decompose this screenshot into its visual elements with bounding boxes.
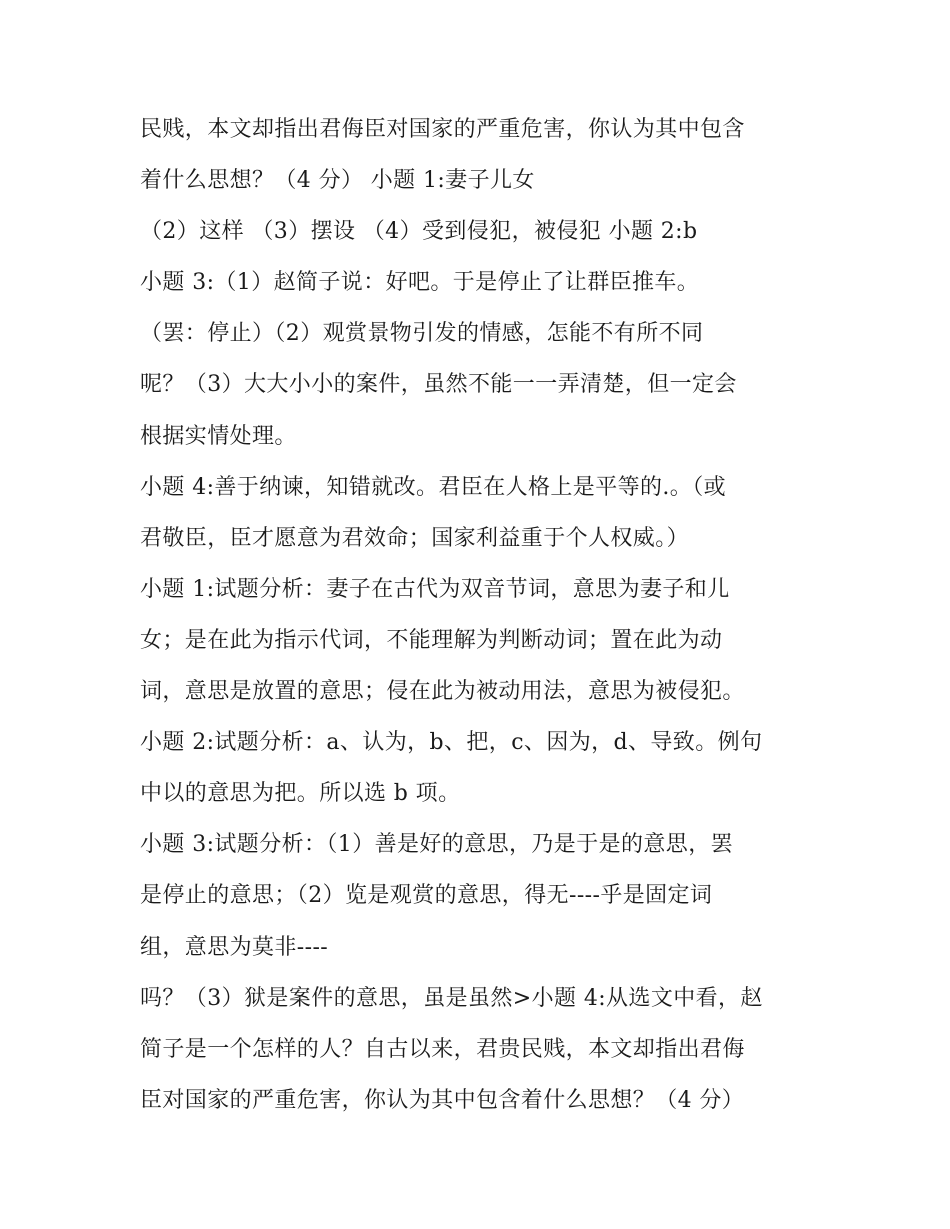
text-line: 是停止的意思；（2）览是观赏的意思，得无----乎是固定词 [140, 883, 713, 909]
text-line: 君敬臣，臣才愿意为君效命；国家利益重于个人权威。） [140, 525, 690, 551]
text-line: （2）这样 （3）摆设 （4）受到侵犯，被侵犯 小题 2:b [140, 219, 698, 245]
text-line: 组，意思为莫非---- [140, 934, 329, 960]
text-line: 小题 3:（1）赵简子说：好吧。于是停止了让群臣推车。 [140, 270, 700, 296]
text-line: 吗？（3）狱是案件的意思，虽是虽然>小题 4:从选文中看，赵 [140, 985, 763, 1011]
text-line: 词，意思是放置的意思；侵在此为被动用法，意思为被侵犯。 [140, 679, 745, 705]
text-line: 小题 2:试题分析：a、认为，b、把，c、因为，d、导致。例句 [140, 730, 763, 756]
text-line: 小题 1:试题分析：妻子在古代为双音节词，意思为妻子和儿 [140, 576, 730, 602]
text-line: 女；是在此为指示代词，不能理解为判断动词；置在此为动 [140, 627, 723, 653]
text-line: 臣对国家的严重危害，你认为其中包含着什么思想？（4 分） [140, 1087, 745, 1113]
text-line: 根据实情处理。 [140, 423, 297, 449]
text-line: 呢？（3）大大小小的案件，虽然不能一一弄清楚，但一定会 [140, 372, 737, 398]
text-line: 中以的意思为把。所以选 b 项。 [140, 781, 461, 807]
document-body [140, 104, 830, 1126]
text-line: 小题 4:善于纳谏，知错就改。君臣在人格上是平等的.。（或 [140, 474, 726, 500]
text-line: 着什么思想？（4 分） 小题 1:妻子儿女 [140, 168, 535, 194]
text-line: （罢：停止）（2）观赏景物引发的情感，怎能不有所不同 [140, 321, 704, 347]
text-line: 小题 3:试题分析：（1）善是好的意思，乃是于是的意思，罢 [140, 832, 734, 858]
text-line: 民贱，本文却指出君侮臣对国家的严重危害，你认为其中包含 [140, 117, 745, 142]
text-line: 简子是一个怎样的人？自古以来，君贵民贱，本文却指出君侮 [140, 1036, 745, 1062]
